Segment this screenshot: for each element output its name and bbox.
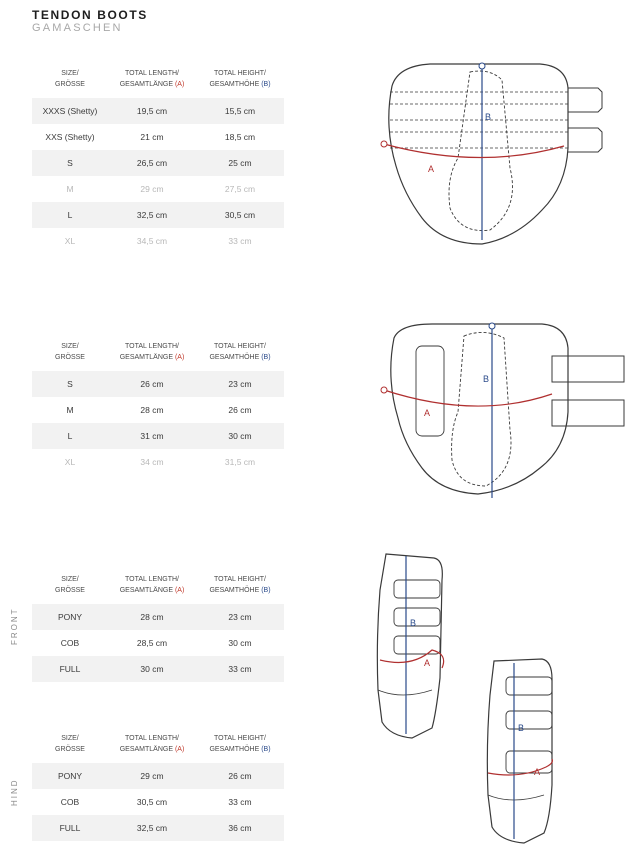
size-table-2 [32, 333, 284, 475]
side-label-front: FRONT [10, 607, 19, 645]
col-length-header: TOTAL LENGTH/ GESAMTLÄNGE (A) [119, 576, 185, 594]
table-row: S 26,5 cm 25 cm [32, 150, 284, 176]
table-row: COB 28,5 cm 30 cm [60, 638, 252, 648]
label-a: A [424, 408, 431, 418]
page-subtitle: GAMASCHEN [32, 22, 123, 34]
col-size-header: SIZE/ GRÖSSE [55, 343, 85, 361]
side-label-hind: HIND [10, 778, 19, 806]
col-height-header: TOTAL HEIGHT/ GESAMTHÖHE (B) [209, 343, 271, 361]
col-height-header: TOTAL HEIGHT/ GESAMTHÖHE (B) [209, 735, 271, 753]
table-row: XL 34,5 cm 33 cm [64, 236, 252, 246]
front-boot-diagram [372, 550, 462, 742]
label-b: B [518, 723, 525, 733]
col-height-header: TOTAL HEIGHT/ GESAMTHÖHE (B) [209, 576, 271, 594]
page-title: TENDON BOOTS [32, 8, 148, 22]
table-header [32, 566, 284, 604]
boot-diagram-2 [376, 320, 628, 505]
col-length-header: TOTAL LENGTH/ GESAMTLÄNGE (A) [119, 735, 185, 753]
label-b: B [485, 112, 492, 122]
table-row: FULL 32,5 cm 36 cm [32, 815, 284, 841]
table-header [32, 333, 284, 371]
table-row: XXXS (Shetty) 19,5 cm 15,5 cm [32, 98, 284, 124]
table-row: L 31 cm 30 cm [32, 423, 284, 449]
table-row: L 32,5 cm 30,5 cm [32, 202, 284, 228]
table-row: PONY 29 cm 26 cm [32, 763, 284, 789]
col-size-header: SIZE/ GRÖSSE [55, 576, 85, 594]
col-size-header: SIZE/ GRÖSSE [55, 735, 85, 753]
label-b: B [410, 618, 417, 628]
label-a: A [534, 767, 541, 777]
table-row: XXS (Shetty) 21 cm 18,5 cm [45, 132, 256, 142]
label-b: B [483, 374, 490, 384]
table-row: S 26 cm 23 cm [32, 371, 284, 397]
col-length-header: TOTAL LENGTH/ GESAMTLÄNGE (A) [119, 343, 185, 361]
table-row: M 28 cm 26 cm [66, 405, 252, 415]
label-a: A [424, 658, 431, 668]
size-table-hind [32, 725, 284, 841]
col-height-header: TOTAL HEIGHT/ GESAMTHÖHE (B) [209, 70, 271, 88]
table-row: PONY 28 cm 23 cm [32, 604, 284, 630]
table-header [32, 725, 284, 763]
table-row: M 29 cm 27,5 cm [66, 184, 256, 194]
table-row: FULL 30 cm 33 cm [32, 656, 284, 682]
label-a: A [428, 164, 435, 174]
size-table-1 [32, 60, 284, 254]
size-table-front [32, 566, 284, 682]
table-row: XL 34 cm 31,5 cm [64, 457, 256, 467]
table-header [32, 60, 284, 98]
table-row: COB 30,5 cm 33 cm [60, 797, 252, 807]
col-size-header: SIZE/ GRÖSSE [55, 70, 85, 88]
col-length-header: TOTAL LENGTH/ GESAMTLÄNGE (A) [119, 70, 185, 88]
boot-diagram-1 [370, 58, 615, 253]
hind-boot-diagram [480, 655, 564, 847]
